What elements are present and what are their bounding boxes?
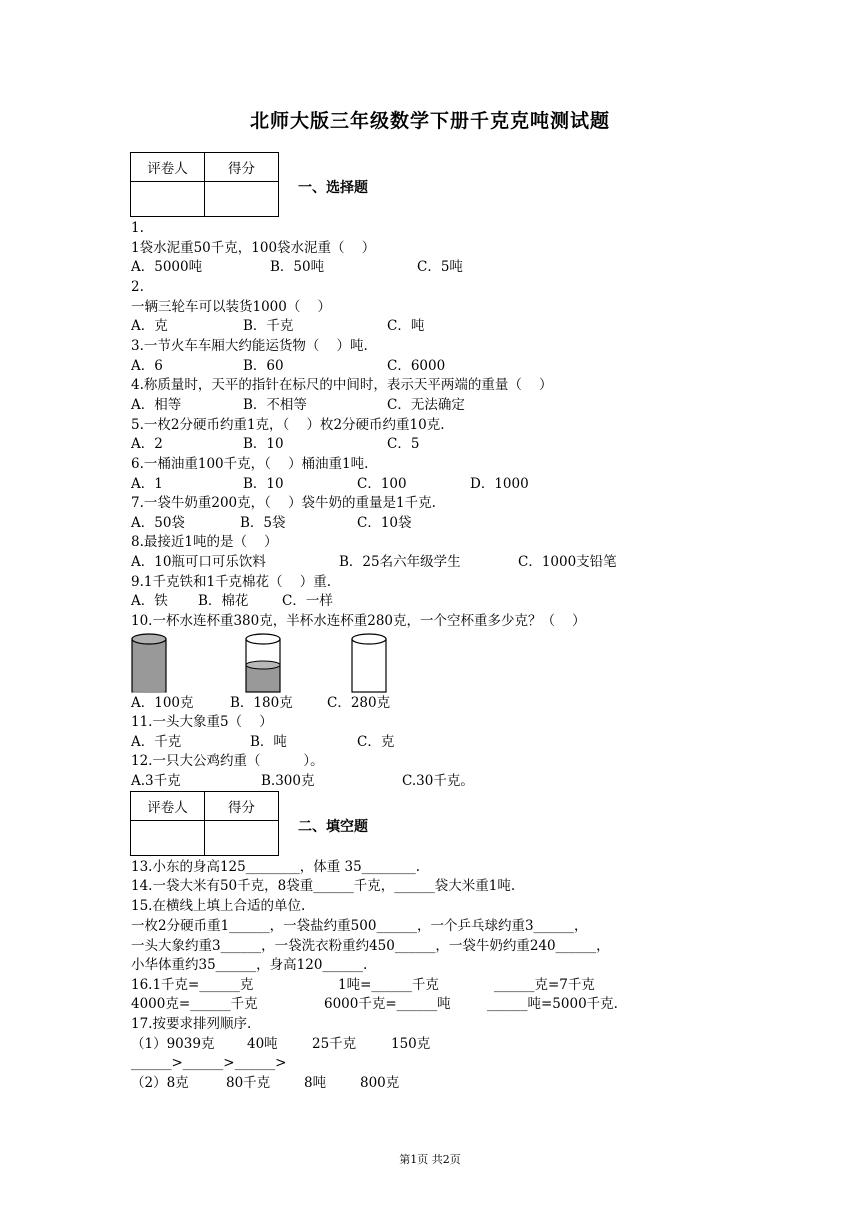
answer-blank: ______>______>______> (131, 1055, 287, 1071)
list-item: 25千克 (312, 1036, 357, 1052)
option: A．6 (131, 358, 163, 374)
option: C．吨 (387, 318, 425, 334)
option: C．10袋 (357, 515, 412, 531)
question-text: 11.一头大象重5（ ） (131, 714, 273, 730)
question-text: 6000千克=______吨 (324, 996, 451, 1012)
list-item: 40吨 (247, 1036, 278, 1052)
question-text: ______克=7千克 (494, 977, 595, 993)
question-text: 小华体重约35______，身高120______. (131, 957, 368, 973)
option: B．棉花 (198, 593, 249, 609)
list-item: 80千克 (226, 1075, 271, 1091)
question-text: 1袋水泥重50千克，100袋水泥重（ ） (131, 240, 376, 256)
reviewer-header: 评卷人 (131, 792, 205, 821)
question-text: 1吨=______千克 (338, 977, 439, 993)
half-cup-image (245, 633, 281, 693)
option: A．1 (131, 476, 163, 492)
list-item: （1）9039克 (131, 1036, 215, 1052)
option: A．克 (131, 318, 168, 334)
option: C．6000 (387, 358, 446, 374)
option: D．1000 (470, 476, 529, 492)
question-text: 14.一袋大米有50千克，8袋重______千克，______袋大米重1吨. (131, 878, 516, 894)
question-text: 5.一枚2分硬币约重1克，（ ）枚2分硬币约重10克. (131, 417, 445, 433)
list-item: （2）8克 (131, 1075, 189, 1091)
option: A．2 (131, 436, 163, 452)
question-number: 1. (131, 220, 144, 236)
option: A．千克 (131, 734, 182, 750)
option: C．5吨 (417, 259, 463, 275)
score-table (130, 791, 279, 856)
section-heading-choice: 一、选择题 (298, 180, 368, 196)
question-number: 2. (131, 279, 144, 295)
question-text: 3.一节火车车厢大约能运货物（ ）吨. (131, 338, 368, 354)
score-header: 得分 (205, 153, 279, 182)
option: A．铁 (131, 593, 168, 609)
list-item: 800克 (360, 1075, 400, 1091)
question-text: ______吨=5000千克. (487, 996, 618, 1012)
option: B．60 (243, 358, 284, 374)
option: A．10瓶可口可乐饮料 (131, 554, 266, 570)
option: C．280克 (327, 695, 391, 711)
option: B．10 (243, 476, 284, 492)
option: B．5袋 (240, 515, 286, 531)
list-item: 150克 (391, 1036, 431, 1052)
option: C.30千克。 (402, 773, 474, 789)
option: C．无法确定 (387, 397, 465, 413)
option: B．吨 (250, 734, 287, 750)
reviewer-header: 评卷人 (131, 153, 205, 182)
empty-cup-image (351, 633, 387, 693)
score-cell[interactable] (205, 182, 279, 217)
score-cell[interactable] (205, 821, 279, 856)
option: B．50吨 (270, 259, 325, 275)
question-text: 4.称质量时，天平的指针在标尺的中间时，表示天平两端的重量（ ） (131, 377, 553, 393)
score-header: 得分 (205, 792, 279, 821)
option: B．180克 (230, 695, 293, 711)
question-text: 13.小东的身高125________，体重 35________. (131, 859, 420, 875)
option: A．5000吨 (131, 259, 203, 275)
question-text: 7.一袋牛奶重200克，（ ）袋牛奶的重量是1千克. (131, 495, 436, 511)
question-text: 8.最接近1吨的是（ ） (131, 534, 278, 550)
option: C．100 (357, 476, 407, 492)
option: B．10 (243, 436, 284, 452)
option: B.300克 (261, 773, 315, 789)
score-table (130, 152, 279, 217)
option: C．一样 (282, 593, 333, 609)
option: C．5 (387, 436, 420, 452)
question-text: 一枚2分硬币重1______，一袋盐约重500______，一个乒乓球约重3______， (131, 918, 588, 934)
question-text: 4000克=______千克 (131, 996, 258, 1012)
option: B．千克 (243, 318, 294, 334)
question-text: 17.按要求排列顺序. (131, 1016, 252, 1032)
page-footer: 第1页 共2页 (399, 1153, 461, 1166)
reviewer-cell[interactable] (131, 182, 205, 217)
list-item: 8吨 (304, 1075, 327, 1091)
question-text: 15.在横线上填上合适的单位. (131, 898, 306, 914)
question-text: 12.一只大公鸡约重（ ）。 (131, 753, 324, 769)
option: A.3千克 (131, 773, 181, 789)
question-text: 一辆三轮车可以装货1000（ ） (131, 299, 332, 315)
option: A．100克 (131, 695, 194, 711)
option: C．1000支铅笔 (518, 554, 617, 570)
question-text: 一头大象约重3______，一袋洗衣粉重约450______，一袋牛奶约重240______， (131, 938, 610, 954)
question-text: 10.一杯水连杯重380克，半杯水连杯重280克，一个空杯重多少克？（ ） (131, 613, 586, 629)
option: B．不相等 (243, 397, 307, 413)
option: A．相等 (131, 397, 182, 413)
question-text: 16.1千克=______克 (131, 977, 254, 993)
question-text: 9.1千克铁和1千克棉花（ ）重. (131, 574, 332, 590)
option: B．25名六年级学生 (339, 554, 461, 570)
section-heading-fill: 二、填空题 (298, 819, 368, 835)
option: C．克 (357, 734, 395, 750)
full-cup-image (131, 633, 167, 693)
option: A．50袋 (131, 515, 185, 531)
page-title: 北师大版三年级数学下册千克克吨测试题 (249, 110, 610, 132)
reviewer-cell[interactable] (131, 821, 205, 856)
question-text: 6.一桶油重100千克，（ ）桶油重1吨. (131, 456, 369, 472)
